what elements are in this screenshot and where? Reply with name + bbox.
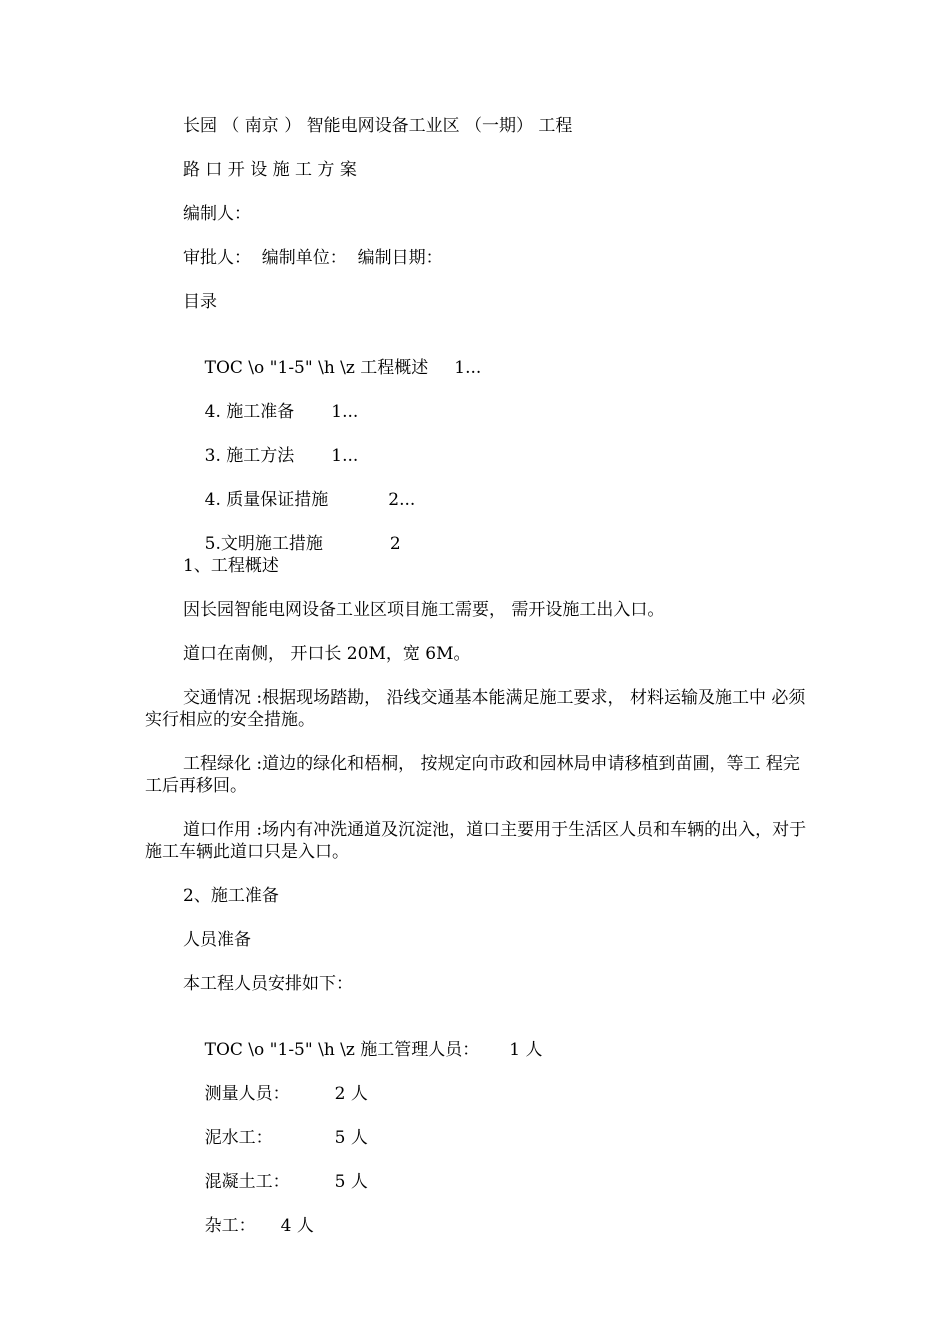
toc-item-page: 1... <box>331 402 359 422</box>
toc-item-page: 2... <box>388 490 416 510</box>
staff-count: 5 人 <box>334 1128 368 1148</box>
paragraph: 交通情况 :根据现场踏勘， 沿线交通基本能满足施工要求， 材料运输及施工中 必须实行相应的安全措施。 <box>145 688 806 730</box>
toc-item-label: 4. 施工准备 <box>204 402 295 422</box>
toc-item-page: 2 <box>389 534 401 554</box>
staff-role: 测量人员： <box>204 1084 290 1104</box>
paragraph: 因长园智能电网设备工业区项目施工需要， 需开设施工出入口。 <box>183 600 665 620</box>
paragraph: 道口作用 :场内有冲洗通道及沉淀池，道口主要用于生活区人员和车辆的出入，对于施工车辆此道口只是入口。 <box>145 820 807 862</box>
paragraph: 本工程人员安排如下： <box>183 974 353 994</box>
staff-count: 1 人 <box>509 1040 543 1060</box>
staff-count: 2 人 <box>334 1084 368 1104</box>
staff-role: 泥水工： <box>204 1128 273 1148</box>
staff-role: 混凝土工： <box>204 1172 290 1192</box>
subsection-heading: 人员准备 <box>183 930 251 950</box>
staff-row <box>183 1193 314 1259</box>
staff-role: TOC \o "1-5" \h \z 施工管理人员： <box>204 1040 480 1060</box>
paragraph: 工程绿化 :道边的绿化和梧桐， 按规定向市政和园林局申请移植到苗圃，等工 程完工后再移回。 <box>145 754 800 796</box>
document-title: 长园 （ 南京 ） 智能电网设备工业区 （一期） 工程 <box>183 116 573 136</box>
document-subtitle: 路 口 开 设 施 工 方 案 <box>183 160 357 180</box>
toc-item-label: 4. 质量保证措施 <box>204 490 329 510</box>
staff-count: 4 人 <box>280 1216 314 1236</box>
toc-item-label: 3. 施工方法 <box>204 446 295 466</box>
compiler-label: 编制人： <box>183 204 251 224</box>
staff-count: 5 人 <box>334 1172 368 1192</box>
section-heading: 1、工程概述 <box>183 556 279 576</box>
toc-heading: 目录 <box>183 292 217 312</box>
toc-item-page: 1... <box>454 358 482 378</box>
toc-item-label: 5.文明施工措施 <box>204 534 323 554</box>
section-heading: 2、施工准备 <box>183 886 279 906</box>
staff-role: 杂工： <box>204 1216 256 1236</box>
toc-item-label: TOC \o "1-5" \h \z 工程概述 <box>204 358 429 378</box>
approval-line: 审批人： 编制单位： 编制日期： <box>183 248 443 268</box>
toc-item-page: 1... <box>331 446 359 466</box>
paragraph: 道口在南侧， 开口长 20M，宽 6M。 <box>183 644 471 664</box>
